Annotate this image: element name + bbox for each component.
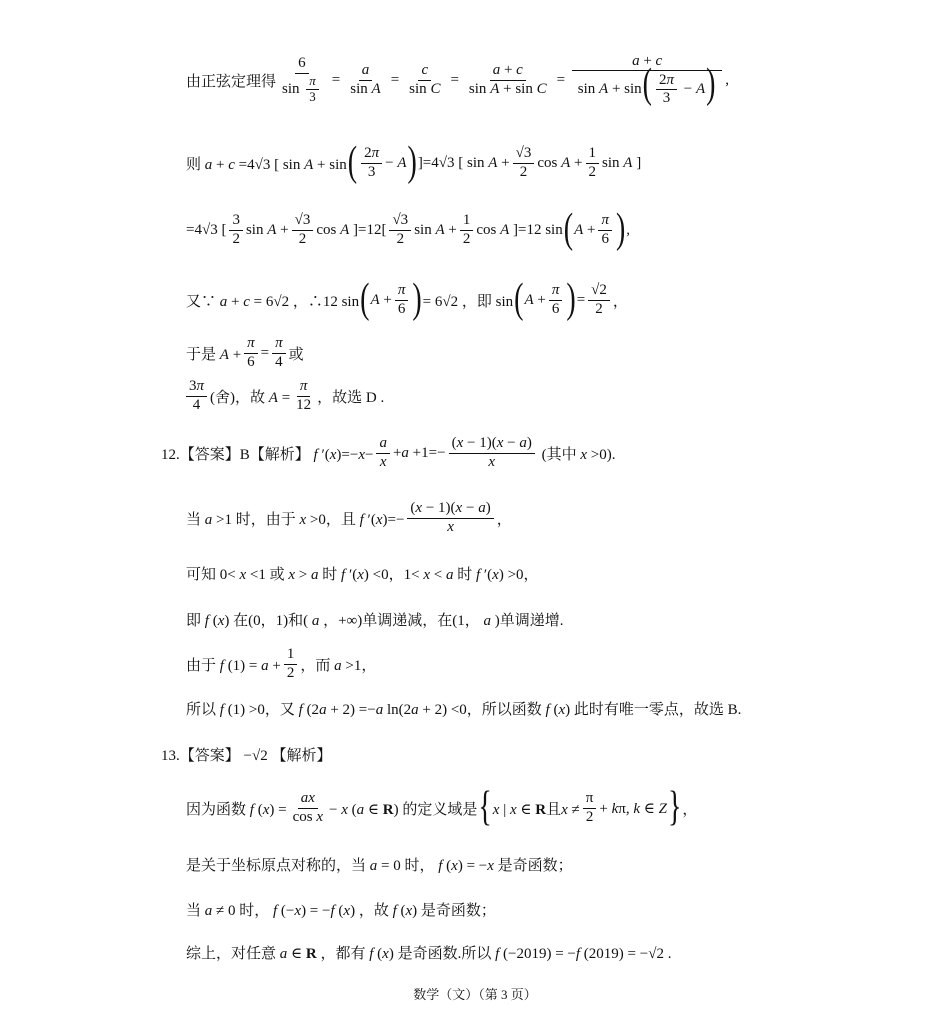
text-line-7: 12.【答案】B【解析】 f ′(x)=−x− $\frac{a}{x}$ +a +1=− $\frac{(x - 1)(x - a)}{x}$ (其中 x >0). xyxy=(161,435,616,470)
text-line-1: 由正弦定理得 6 sin $\frac{\pi}{3}$ = $\frac{a}{\text{sin A}}$ = $\frac{c}{\text{sin C}}$ = $\frac{a + c}{\text{sin A + sin C}}$ = a + c sin A + sin( $\frac{2\pi}{3}$ − A) , xyxy=(186,52,729,108)
text-line-9: 可知 0< x <1 或 x > a 时 f ′(x) <0，1< x < a 时 f ′(x) >0， xyxy=(186,566,539,583)
text-line-5: 于是 A + $\frac{\pi}{6}$ = $\frac{\pi}{4}$ 或 xyxy=(186,335,304,370)
text-line-2: 则 a + c =4√3 [ sin A + sin ( $\frac{2\pi}{3}$ − A ) ]=4√3 [ sin A + $\frac{√3}{2}$ cos A + $\frac{1}{2}$ sin A ] xyxy=(186,139,642,186)
text-line-13: 13.【答案】 −√2 【解析】 xyxy=(161,747,332,764)
text-line-12: 所以 f (1) >0，又 f (2a + 2) =−a ln(2a + 2) <0，所以函数 f (x) 此时有唯一零点，故选 B. xyxy=(186,701,742,718)
text-line-10: 即 f (x) 在(0，1)和( a ，+∞)单调递减，在(1， a )单调递增. xyxy=(186,612,564,629)
text-line-14: 因为函数 f (x) = $\frac{ax}{\text{cos x}}$ − x (a ∈ R) 的定义域是 { x | x ∈ R且x ≠ $\frac{\pi}{2}$ + kπ, k ∈ Z } ， xyxy=(186,784,698,831)
text-line-11: 由于 f (1) = a + $\frac{1}{2}$ ，而 a >1， xyxy=(186,646,377,681)
text-line-8: 当 a >1 时，由于 x >0，且 f ′(x)=− $\frac{(x - 1)(x - a)}{x}$ ， xyxy=(186,500,512,535)
text-line-16: 当 a ≠ 0 时， f (−x) = −f (x) ，故 f (x) 是奇函数； xyxy=(186,902,496,919)
text-line-3: =4√3 [ $\frac{3}{2}$ sin A + $\frac{√3}{2}$ cos A ]=12[ $\frac{√3}{2}$ sin A + $\frac{1}{2}$ cos A ]=12 sin ( A + $\frac{\pi}{6}$ ) , xyxy=(186,206,631,253)
text-line-4: 又∵ a + c = 6√2 ，∴12 sin ( A + $\frac{\pi}{6}$ ) = 6√2 ，即 sin ( A + $\frac{\pi}{6}$ ) = $\frac{√2}{2}$ ， xyxy=(186,276,628,323)
text-line-6: $\frac{3\pi}{4}$ (舍)，故 A = $\frac{\pi}{12}$ ，故选 D . xyxy=(186,376,384,416)
text-line-15: 是关于坐标原点对称的，当 a = 0 时， f (x) = −x 是奇函数； xyxy=(186,857,573,874)
page-footer: 数学（文）（第 3 页） xyxy=(413,987,537,1002)
text-line-17: 综上，对任意 a ∈ R ，都有 f (x) 是奇函数.所以 f (−2019) = −f (2019) = −√2 . xyxy=(186,945,672,962)
